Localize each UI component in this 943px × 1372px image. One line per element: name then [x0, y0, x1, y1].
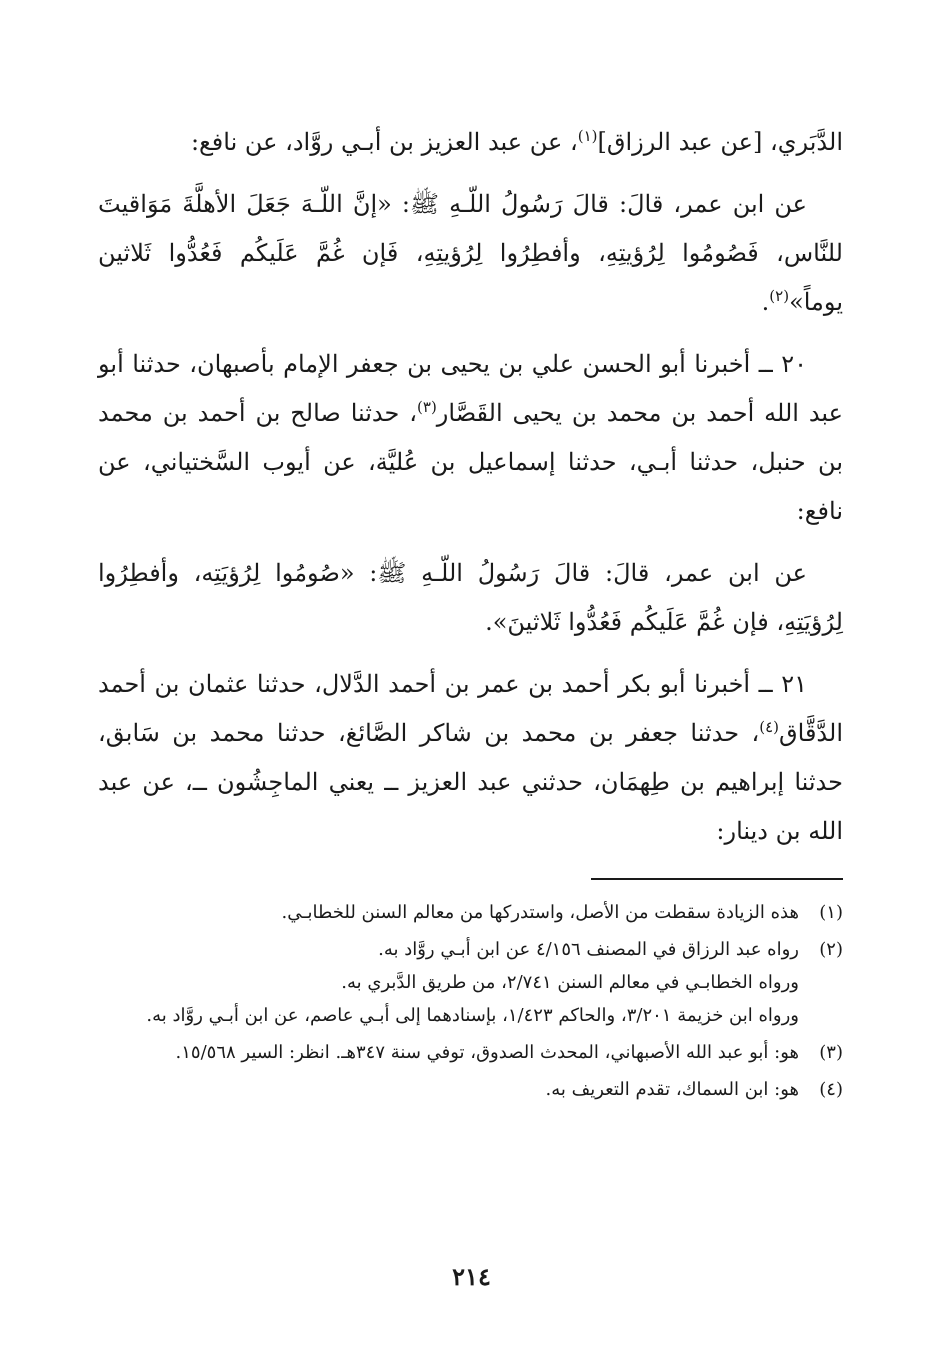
footnote-ref-2: (٢) [769, 287, 790, 305]
footnote-line: هو: ابن السماك، تقدم التعريف به. [545, 1079, 799, 1100]
footnote-ref-1: (١) [577, 127, 598, 145]
footnote-line: ورواه ابن خزيمة ٣/٢٠١، والحاكم ١/٤٢٣، بإسنادهما إلى أبـي عاصم، عن ابن أبـي روَّاد به. [146, 1005, 799, 1026]
footnote-ref-3: (٣) [417, 398, 437, 416]
paragraph-4 [98, 549, 843, 647]
page-number: ٢١٤ [452, 1262, 491, 1291]
footnote-line: رواه عبد الرزاق في المصنف ٤/١٥٦ عن ابن أبـي روَّاد به. [378, 939, 799, 960]
paragraph-2 [98, 180, 843, 327]
footnote-ref-4: (٤) [759, 718, 780, 736]
footnote-number: (٣) [819, 1042, 843, 1063]
footnote-line: هو: أبو عبد الله الأصبهاني، المحدث الصدوق، توفي سنة ٣٤٧هـ. انظر: السير ١٥/٥٦٨. [175, 1042, 799, 1063]
footnotes-section [98, 896, 843, 1110]
isnad-20-text: ٢٠ ــ أخبرنا أبو الحسن علي بن يحيى بن جعفر الإمام بأصبهان، حدثنا أبو عبد الله أحمد بن محمد بن يحيى القَصَّار [98, 350, 843, 427]
footnote-number: (٤) [819, 1079, 843, 1100]
footnote-2 [98, 933, 843, 1032]
footnote-1 [98, 896, 843, 929]
isnad-21-text: ٢١ ــ أخبرنا أبو بكر أحمد بن عمر بن أحمد الدَّلال، حدثنا عثمان بن أحمد الدَّقَّاق [98, 670, 843, 747]
isnad-20-end: ، حدثنا صالح بن أحمد بن محمد بن حنبل، حدثنا أبـي، حدثنا إسماعيل بن عُليَّة، عن أيوب السَّختياني، عن نافع: [98, 399, 843, 525]
footnote-line: ورواه الخطابـي في معالم السنن ٢/٧٤١، من طريق الدَّبري به. [341, 972, 799, 993]
hadith-text-2: عن ابن عمر، قالَ: قالَ رَسُولُ اللّـهِ ﷺ: «صُومُوا لِرُؤيَتِه، وأفطِرُوا لِرُؤيَتِهِ، فإن غُمَّ عَلَيكُم فَعُدُّوا ثَلاثينَ». [98, 559, 843, 636]
footnote-separator [591, 878, 843, 880]
footnote-3 [98, 1036, 843, 1069]
hadith-text-1: عن ابن عمر، قالَ: قالَ رَسُولُ اللّـهِ ﷺ: «إنَّ اللّـهَ جَعَلَ الأهلَّةَ مَوَاقيتَ للنَّاس، فَصُومُوا لِرُؤيتِهِ، وأفطِرُوا لِرُؤيتِهِ، فَإن غُمَّ عَلَيكُم فَعُدُّوا ثَلاثين يوماً» [98, 190, 843, 316]
paragraph-5 [98, 660, 843, 856]
main-text [98, 118, 843, 869]
footnote-4 [98, 1073, 843, 1106]
footnote-number: (١) [819, 902, 843, 923]
paragraph-1-end: ، عن عبد العزيز بن أبـي روَّاد، عن نافع: [190, 128, 578, 156]
paragraph-1 [98, 118, 843, 167]
paragraph-1-text: الدَّبَري، [عن عبد الرزاق] [597, 128, 843, 156]
footnote-number: (٢) [819, 939, 843, 960]
paragraph-2-end: . [761, 288, 770, 316]
paragraph-3 [98, 340, 843, 536]
isnad-21-end: ، حدثنا جعفر بن محمد بن شاكر الصَّائغ، حدثنا محمد بن سَابق، حدثنا إبراهيم بن طِهمَان، حدثني عبد العزيز ــ يعني الماجِشُون ــ، عن عبد الله بن دينار: [98, 719, 843, 845]
footnote-line: هذه الزيادة سقطت من الأصل، واستدركها من معالم السنن للخطابـي. [281, 902, 799, 923]
